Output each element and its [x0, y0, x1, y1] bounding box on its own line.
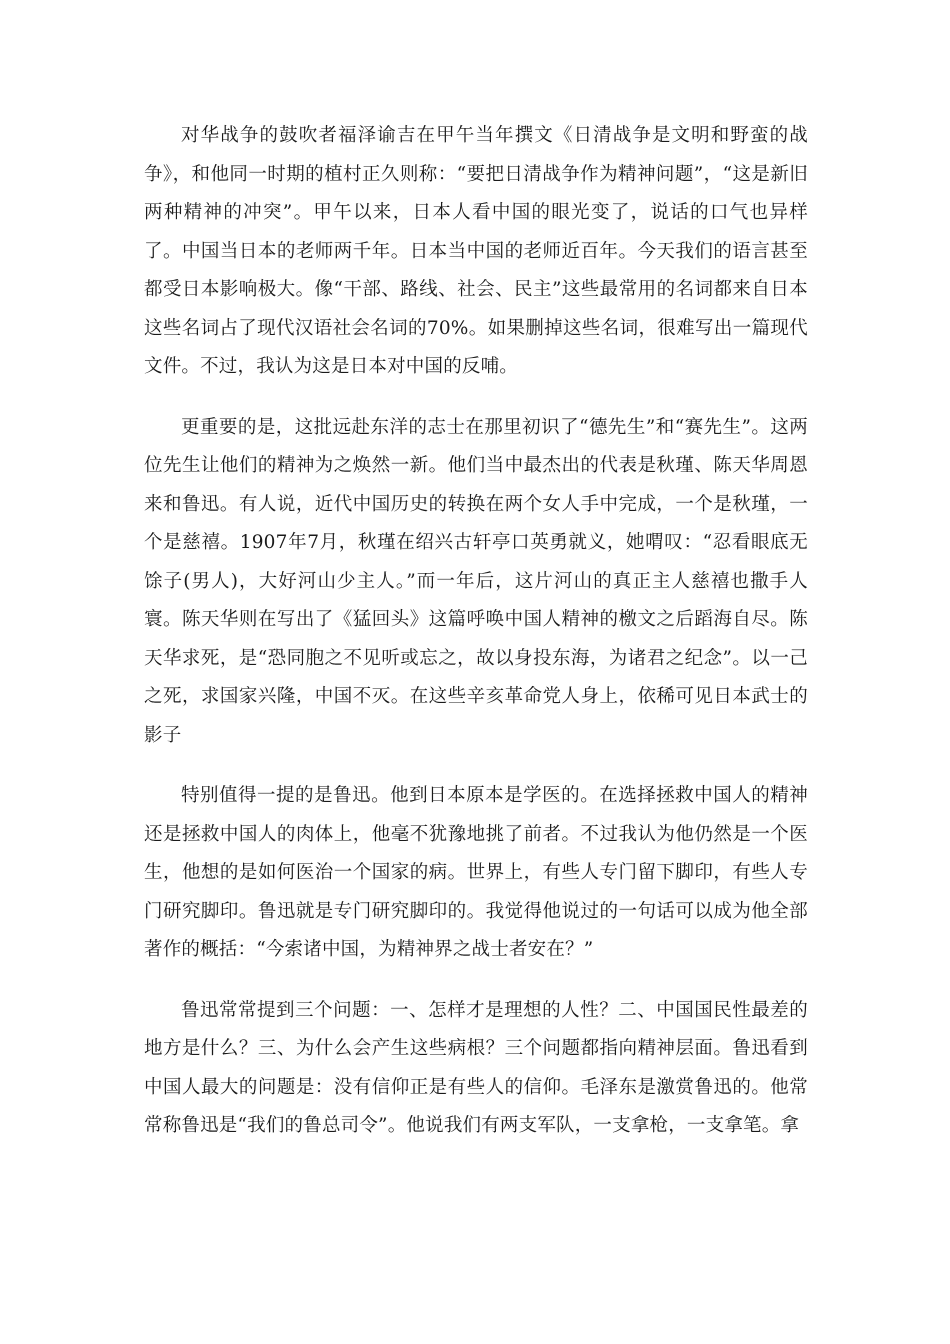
paragraph: 鲁迅常常提到三个问题：一、怎样才是理想的人性？二、中国国民性最差的地方是什么？三、为什么会产生这些病根？三个问题都指向精神层面。鲁迅看到中国人最大的问题是：没有信仰正是有些人的信仰。毛泽东是激赏鲁迅的。他常常称鲁迅是“我们的鲁总司令”。他说我们有两支军队，一支拿枪，一支拿笔。拿: [144, 999, 808, 1136]
paragraph: 对华战争的鼓吹者福泽谕吉在甲午当年撰文《日清战争是文明和野蛮的战争》，和他同一时期的植村正久则称：“要把日清战争作为精神问题”，“这是新旧两种精神的冲突”。甲午以来，日本人看中国的眼光变了，说话的口气也异样了。中国当日本的老师两千年。日本当中国的老师近百年。今天我们的语言甚至都受日本影响极大。像“干部、路线、社会、民主”这些最常用的名词都来自日本这些名词占了现代汉语社会名词的70%。如果删掉这些名词，很难写出一篇现代文件。不过，我认为这是日本对中国的反哺。: [144, 125, 808, 377]
paragraph: 更重要的是，这批远赴东洋的志士在那里初识了“德先生”和“赛先生”。这两位先生让他们的精神为之焕然一新。他们当中最杰出的代表是秋瑾、陈天华周恩来和鲁迅。有人说，近代中国历史的转换在两个女人手中完成，一个是秋瑾，一个是慈禧。1907年7月，秋瑾在绍兴古轩亭口英勇就义，她喟叹：“忍看眼底无馀子(男人)，大好河山少主人。”而一年后，这片河山的真正主人慈禧也撒手人寰。陈天华则在写出了《猛回头》这篇呼唤中国人精神的檄文之后蹈海自尽。陈天华求死，是“恐同胞之不见听或忘之，故以身投东海，为诸君之纪念”。以一己之死，求国家兴隆，中国不灭。在这些辛亥革命党人身上，依稀可见日本武士的影子: [144, 416, 808, 746]
paragraph: 特别值得一提的是鲁迅。他到日本原本是学医的。在选择拯救中国人的精神还是拯救中国人的肉体上，他毫不犹豫地挑了前者。不过我认为他仍然是一个医生，他想的是如何医治一个国家的病。世界上，有些人专门留下脚印，有些人专门研究脚印。鲁迅就是专门研究脚印的。我觉得他说过的一句话可以成为他全部著作的概括：“今索诸中国，为精神界之战士者安在？”: [144, 785, 808, 960]
document-body: [144, 117, 808, 1168]
